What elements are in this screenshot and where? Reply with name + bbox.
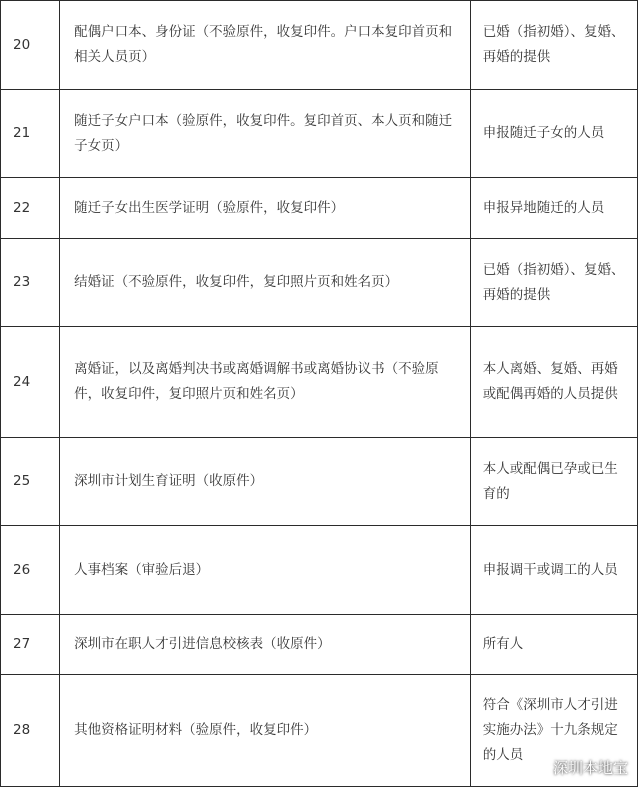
document-description: 离婚证，以及离婚判决书或离婚调解书或离婚协议书（不验原件，收复印件，复印照片页和姓名页）: [60, 327, 471, 438]
table-row: [1, 526, 638, 615]
watermark: [521, 756, 628, 778]
applicable-condition: 本人离婚、复婚、再婚或配偶再婚的人员提供: [470, 327, 637, 438]
table-row: [1, 438, 638, 526]
row-number: 22: [1, 178, 60, 239]
document-description: 随迁子女户口本（验原件，收复印件。复印首页、本人页和随迁子女页）: [60, 90, 471, 178]
document-description: 配偶户口本、身份证（不验原件，收复印件。户口本复印首页和相关人员页）: [60, 1, 471, 90]
row-number: 24: [1, 327, 60, 438]
row-number: 28: [1, 675, 60, 787]
applicable-condition: 申报随迁子女的人员: [470, 90, 637, 178]
row-number: 26: [1, 526, 60, 615]
applicable-condition: 申报调干或调工的人员: [470, 526, 637, 615]
document-description: 结婚证（不验原件，收复印件，复印照片页和姓名页）: [60, 239, 471, 327]
wechat-icon: [521, 756, 547, 778]
row-number: 20: [1, 1, 60, 90]
document-description: 深圳市在职人才引进信息校核表（收原件）: [60, 615, 471, 675]
applicable-condition: 申报异地随迁的人员: [470, 178, 637, 239]
table-row: [1, 178, 638, 239]
document-description: 人事档案（审验后退）: [60, 526, 471, 615]
table-row: [1, 90, 638, 178]
table-row: [1, 239, 638, 327]
table-row: [1, 327, 638, 438]
document-description: 随迁子女出生医学证明（验原件，收复印件）: [60, 178, 471, 239]
row-number: 27: [1, 615, 60, 675]
row-number: 23: [1, 239, 60, 327]
document-description: 其他资格证明材料（验原件，收复印件）: [60, 675, 471, 787]
row-number: 21: [1, 90, 60, 178]
table-row: [1, 615, 638, 675]
applicable-condition: 所有人: [470, 615, 637, 675]
table-row: [1, 1, 638, 90]
applicable-condition: 本人或配偶已孕或已生育的: [470, 438, 637, 526]
document-description: 深圳市计划生育证明（收原件）: [60, 438, 471, 526]
applicable-condition: 符合《深圳市人才引进实施办法》十九条规定的人员: [470, 675, 637, 787]
applicable-condition: 已婚（指初婚）、复婚、再婚的提供: [470, 1, 637, 90]
watermark-text: 深圳本地宝: [552, 758, 628, 777]
row-number: 25: [1, 438, 60, 526]
applicable-condition: 已婚（指初婚）、复婚、再婚的提供: [470, 239, 637, 327]
